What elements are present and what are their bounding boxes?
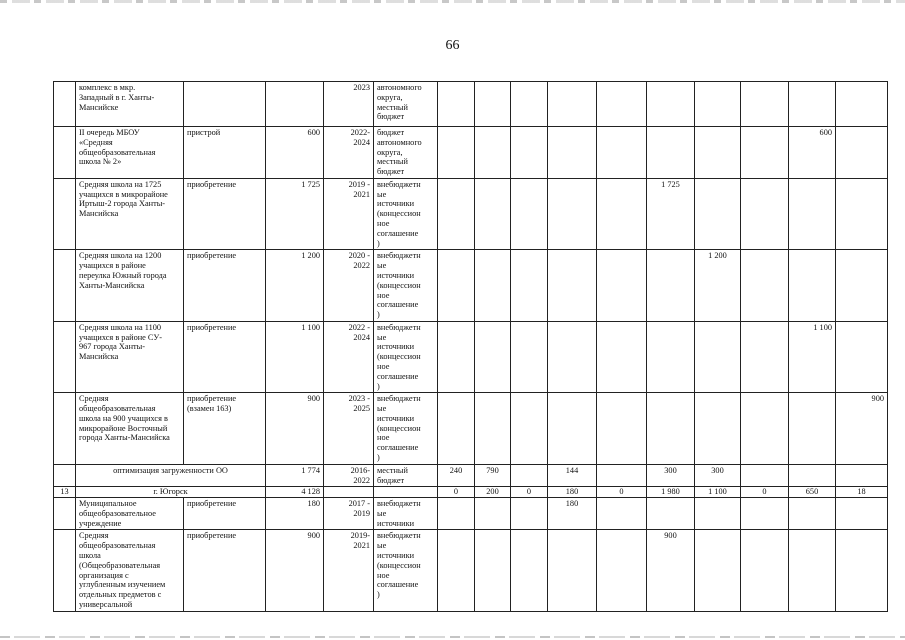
row-value-4 xyxy=(548,498,597,530)
funding-source-cell xyxy=(374,82,438,127)
funding-source-cell xyxy=(374,127,438,179)
table-row xyxy=(54,321,888,392)
construction-type-cell-text: приобретение xyxy=(187,499,237,509)
table-row xyxy=(54,498,888,530)
row-value-2 xyxy=(475,82,511,127)
row-value-10-text: 900 xyxy=(871,394,884,404)
row-value-2 xyxy=(475,127,511,179)
period-cell-text: 2022- 2024 xyxy=(350,128,370,147)
optimization-row xyxy=(54,464,888,487)
period-cell xyxy=(324,321,374,392)
row-value-3 xyxy=(511,82,548,127)
construction-type-cell xyxy=(184,250,266,321)
optimization-label-cell-text: оптимизация загруженности ОО xyxy=(113,465,228,475)
funding-source-cell-text: внебюджетн ые источники (концессион ное соглашение ) xyxy=(377,394,421,462)
construction-type-cell-text: пристрой xyxy=(187,128,221,137)
period-cell-text: 2017 - 2019 xyxy=(348,499,370,518)
construction-type-cell-text: приобретение xyxy=(187,531,237,541)
row-value-10 xyxy=(836,393,888,464)
capacity-cell-text: 900 xyxy=(307,394,320,404)
object-name-cell-text: Средняя школа на 1100 учащихся в районе СУ- 967 города Ханты- Мансийска xyxy=(79,322,162,362)
row-value-7 xyxy=(695,82,741,127)
construction-type-cell-text: приобретение (взамен 163) xyxy=(187,394,237,414)
row-value-6-text: 900 xyxy=(664,531,677,541)
row-value-3 xyxy=(511,321,548,392)
funding-source-cell-text: бюджет автономного округа, местный бюджет xyxy=(377,128,422,177)
row-value-6 xyxy=(647,530,695,612)
municipality-value-6 xyxy=(647,487,695,498)
row-value-1 xyxy=(438,82,475,127)
row-value-10 xyxy=(836,178,888,249)
municipality-value-8-text: 0 xyxy=(762,487,767,497)
scan-edge-bottom xyxy=(0,636,905,638)
capacity-cell xyxy=(266,250,324,321)
row-value-1 xyxy=(438,178,475,249)
row-value-6 xyxy=(647,250,695,321)
funding-source-cell-text: внебюджетн ые источники (концессион ное соглашение ) xyxy=(377,322,421,391)
period-cell xyxy=(324,487,374,498)
row-value-10 xyxy=(836,498,888,530)
row-value-4 xyxy=(548,321,597,392)
capacity-cell-text: 1 774 xyxy=(301,465,320,475)
row-value-8 xyxy=(741,178,789,249)
funding-source-cell xyxy=(374,250,438,321)
table-row xyxy=(54,178,888,249)
row-value-8 xyxy=(741,393,789,464)
optimization-value-4-text: 144 xyxy=(565,465,579,475)
period-cell xyxy=(324,530,374,612)
object-name-cell xyxy=(76,498,184,530)
row-value-4 xyxy=(548,393,597,464)
funding-source-cell xyxy=(374,393,438,464)
row-value-7 xyxy=(695,321,741,392)
row-number-cell xyxy=(54,321,76,392)
municipality-value-9-text: 650 xyxy=(805,487,819,497)
capacity-cell xyxy=(266,178,324,249)
funding-source-cell xyxy=(374,487,438,498)
municipality-value-5-text: 0 xyxy=(619,487,624,497)
municipality-value-8 xyxy=(741,487,789,498)
funding-source-cell xyxy=(374,530,438,612)
object-name-cell-text: Средняя школа на 1725 учащихся в микрорайоне Иртыш-2 города Ханты- Мансийска xyxy=(79,179,168,219)
period-cell-text: 2022 - 2024 xyxy=(348,322,370,342)
row-number-cell xyxy=(54,498,76,530)
period-cell-text: 2019- 2021 xyxy=(350,531,370,551)
municipality-value-2 xyxy=(475,487,511,498)
optimization-value-5 xyxy=(597,464,647,487)
row-value-10 xyxy=(836,530,888,612)
funding-source-cell-text: автономного округа, местный бюджет xyxy=(377,83,422,122)
page-number: 66 xyxy=(445,38,460,53)
capacity-cell-text: 1 100 xyxy=(301,322,320,332)
row-value-1 xyxy=(438,250,475,321)
optimization-value-6 xyxy=(647,464,695,487)
capacity-cell xyxy=(266,393,324,464)
period-cell-text: 2023 - 2025 xyxy=(348,394,370,414)
municipality-label-cell xyxy=(76,487,266,498)
row-value-7-text: 1 200 xyxy=(708,251,727,261)
row-value-1 xyxy=(438,530,475,612)
period-cell xyxy=(324,82,374,127)
row-value-7 xyxy=(695,498,741,530)
optimization-value-1 xyxy=(438,464,475,487)
row-number-cell-text: 13 xyxy=(60,487,69,497)
table-row xyxy=(54,393,888,464)
optimization-value-3 xyxy=(511,464,548,487)
row-value-8 xyxy=(741,82,789,127)
row-value-9 xyxy=(789,178,836,249)
row-value-6 xyxy=(647,321,695,392)
construction-type-cell-text: приобретение xyxy=(187,251,237,261)
row-value-8 xyxy=(741,321,789,392)
row-value-5 xyxy=(597,498,647,530)
row-value-4 xyxy=(548,127,597,179)
row-value-3 xyxy=(511,393,548,464)
funding-source-cell xyxy=(374,321,438,392)
row-value-5 xyxy=(597,82,647,127)
row-value-6 xyxy=(647,82,695,127)
funding-source-cell xyxy=(374,498,438,530)
row-value-4 xyxy=(548,530,597,612)
row-value-6 xyxy=(647,127,695,179)
municipality-value-10-text: 18 xyxy=(857,487,866,497)
capacity-cell-text: 1 725 xyxy=(301,179,320,189)
row-value-7 xyxy=(695,530,741,612)
row-value-2 xyxy=(475,178,511,249)
row-value-9 xyxy=(789,250,836,321)
row-value-7 xyxy=(695,250,741,321)
optimization-label-cell xyxy=(76,464,266,487)
funding-source-cell-text: внебюджетн ые источники (концессион ное соглашение ) xyxy=(377,179,421,248)
table-row xyxy=(54,127,888,179)
row-value-3 xyxy=(511,530,548,612)
construction-type-cell xyxy=(184,127,266,179)
row-value-10 xyxy=(836,82,888,127)
row-value-6 xyxy=(647,178,695,249)
scan-edge-top xyxy=(0,0,905,3)
construction-type-cell xyxy=(184,82,266,127)
row-value-9 xyxy=(789,530,836,612)
construction-type-cell xyxy=(184,393,266,464)
row-number-cell xyxy=(54,487,76,498)
municipality-value-1 xyxy=(438,487,475,498)
optimization-value-2-text: 790 xyxy=(486,465,499,475)
row-value-9 xyxy=(789,498,836,530)
row-value-4 xyxy=(548,82,597,127)
capacity-cell-text: 1 200 xyxy=(301,251,320,261)
table-row xyxy=(54,82,888,127)
table-row xyxy=(54,250,888,321)
optimization-value-9 xyxy=(789,464,836,487)
period-cell xyxy=(324,464,374,487)
municipality-value-5 xyxy=(597,487,647,498)
municipality-value-3 xyxy=(511,487,548,498)
row-value-8 xyxy=(741,250,789,321)
funding-source-cell-text: местный бюджет xyxy=(377,465,408,485)
object-name-cell xyxy=(76,530,184,612)
row-value-2 xyxy=(475,498,511,530)
municipality-value-7 xyxy=(695,487,741,498)
municipality-value-9 xyxy=(789,487,836,498)
municipality-value-4-text: 180 xyxy=(565,487,579,497)
object-name-cell-text: Муниципальное общеобразовательное учреждение xyxy=(79,499,156,528)
municipality-value-3-text: 0 xyxy=(526,487,532,497)
municipality-value-4 xyxy=(548,487,597,498)
construction-type-cell-text: приобретение xyxy=(187,322,237,332)
period-cell xyxy=(324,127,374,179)
capacity-cell-text: 600 xyxy=(307,128,320,137)
row-value-9 xyxy=(789,127,836,179)
capacity-cell xyxy=(266,321,324,392)
row-number-cell xyxy=(54,464,76,487)
object-name-cell xyxy=(76,393,184,464)
row-value-5 xyxy=(597,393,647,464)
object-name-cell xyxy=(76,250,184,321)
row-value-3 xyxy=(511,127,548,179)
optimization-value-7-text: 300 xyxy=(711,465,724,475)
object-name-cell xyxy=(76,321,184,392)
row-value-4-text: 180 xyxy=(565,499,579,509)
row-value-8 xyxy=(741,127,789,179)
row-number-cell xyxy=(54,127,76,179)
period-cell-text: 2016- 2022 xyxy=(350,465,370,485)
municipality-value-2-text: 200 xyxy=(486,487,499,497)
period-cell xyxy=(324,250,374,321)
construction-type-cell xyxy=(184,321,266,392)
capacity-cell xyxy=(266,127,324,179)
row-value-8 xyxy=(741,530,789,612)
construction-type-cell xyxy=(184,498,266,530)
funding-source-cell-text: внебюджетн ые источники (концессион ное соглашение ) xyxy=(377,251,421,320)
capacity-cell-text: 180 xyxy=(307,499,320,509)
object-name-cell-text: комплекс в мкр. Западный в г. Ханты- Мансийске xyxy=(79,83,155,112)
row-number-cell xyxy=(54,82,76,127)
funding-source-cell-text: внебюджетн ые источники (концессион ное соглашение ) xyxy=(377,531,421,600)
optimization-value-10 xyxy=(836,464,888,487)
object-name-cell-text: Средняя общеобразовательная школа (Общеобразовательная организация с углубленным изучением отдельных предметов с универсальной xyxy=(79,531,166,609)
row-number-cell xyxy=(54,393,76,464)
row-value-7 xyxy=(695,393,741,464)
construction-type-cell-text: приобретение xyxy=(187,179,237,189)
municipality-value-6-text: 1 980 xyxy=(661,487,680,497)
row-value-8 xyxy=(741,498,789,530)
optimization-value-4 xyxy=(548,464,597,487)
row-value-2 xyxy=(475,530,511,612)
row-value-9 xyxy=(789,321,836,392)
row-value-9 xyxy=(789,393,836,464)
funding-source-cell xyxy=(374,464,438,487)
row-number-cell xyxy=(54,530,76,612)
row-value-2 xyxy=(475,393,511,464)
row-value-5 xyxy=(597,530,647,612)
school-registry-table xyxy=(53,81,888,612)
capacity-cell xyxy=(266,498,324,530)
object-name-cell-text: Средняя школа на 1200 учащихся в районе переулка Южный города Ханты-Мансийска xyxy=(79,251,167,290)
row-value-4 xyxy=(548,178,597,249)
capacity-cell xyxy=(266,464,324,487)
capacity-cell xyxy=(266,530,324,612)
optimization-value-7 xyxy=(695,464,741,487)
row-value-5 xyxy=(597,250,647,321)
optimization-value-6-text: 300 xyxy=(664,465,677,475)
row-value-3 xyxy=(511,498,548,530)
period-cell xyxy=(324,178,374,249)
optimization-value-2 xyxy=(475,464,511,487)
row-value-6-text: 1 725 xyxy=(661,179,680,189)
row-value-2 xyxy=(475,250,511,321)
row-value-4 xyxy=(548,250,597,321)
capacity-cell-text: 900 xyxy=(307,531,320,541)
row-value-5 xyxy=(597,321,647,392)
period-cell-text: 2020 - 2022 xyxy=(348,251,370,271)
municipality-value-1-text: 0 xyxy=(453,487,459,497)
row-number-cell xyxy=(54,250,76,321)
row-value-6 xyxy=(647,498,695,530)
object-name-cell-text: II очередь МБОУ «Средняя общеобразовательная школа № 2» xyxy=(79,128,156,167)
row-value-1 xyxy=(438,393,475,464)
period-cell-text: 2023 xyxy=(353,83,370,92)
row-value-9-text: 1 100 xyxy=(813,322,832,332)
row-value-10 xyxy=(836,321,888,392)
row-value-1 xyxy=(438,321,475,392)
row-value-10 xyxy=(836,250,888,321)
optimization-value-1-text: 240 xyxy=(449,465,463,475)
row-value-6 xyxy=(647,393,695,464)
row-value-10 xyxy=(836,127,888,179)
object-name-cell xyxy=(76,82,184,127)
municipality-total-row xyxy=(54,487,888,498)
period-cell-text: 2019 - 2021 xyxy=(348,179,370,199)
row-value-3 xyxy=(511,178,548,249)
object-name-cell xyxy=(76,178,184,249)
row-value-9-text: 600 xyxy=(819,128,832,137)
funding-source-cell-text: внебюджетн ые источники xyxy=(377,499,421,528)
row-value-1 xyxy=(438,127,475,179)
object-name-cell xyxy=(76,127,184,179)
row-value-3 xyxy=(511,250,548,321)
capacity-cell xyxy=(266,487,324,498)
row-value-1 xyxy=(438,498,475,530)
construction-type-cell xyxy=(184,178,266,249)
row-number-cell xyxy=(54,178,76,249)
row-value-5 xyxy=(597,178,647,249)
period-cell xyxy=(324,393,374,464)
row-value-7 xyxy=(695,127,741,179)
row-value-2 xyxy=(475,321,511,392)
municipality-value-7-text: 1 100 xyxy=(708,487,727,497)
capacity-cell-text: 4 128 xyxy=(301,487,320,497)
period-cell xyxy=(324,498,374,530)
municipality-label-cell-text: г. Югорск xyxy=(153,487,188,497)
optimization-value-8 xyxy=(741,464,789,487)
municipality-value-10 xyxy=(836,487,888,498)
funding-source-cell xyxy=(374,178,438,249)
table-row xyxy=(54,530,888,612)
row-value-7 xyxy=(695,178,741,249)
row-value-5 xyxy=(597,127,647,179)
row-value-9 xyxy=(789,82,836,127)
capacity-cell xyxy=(266,82,324,127)
construction-type-cell xyxy=(184,530,266,612)
object-name-cell-text: Средняя общеобразовательная школа на 900 учащихся в микрорайоне Восточный города Ханты-Мансийска xyxy=(79,394,170,443)
